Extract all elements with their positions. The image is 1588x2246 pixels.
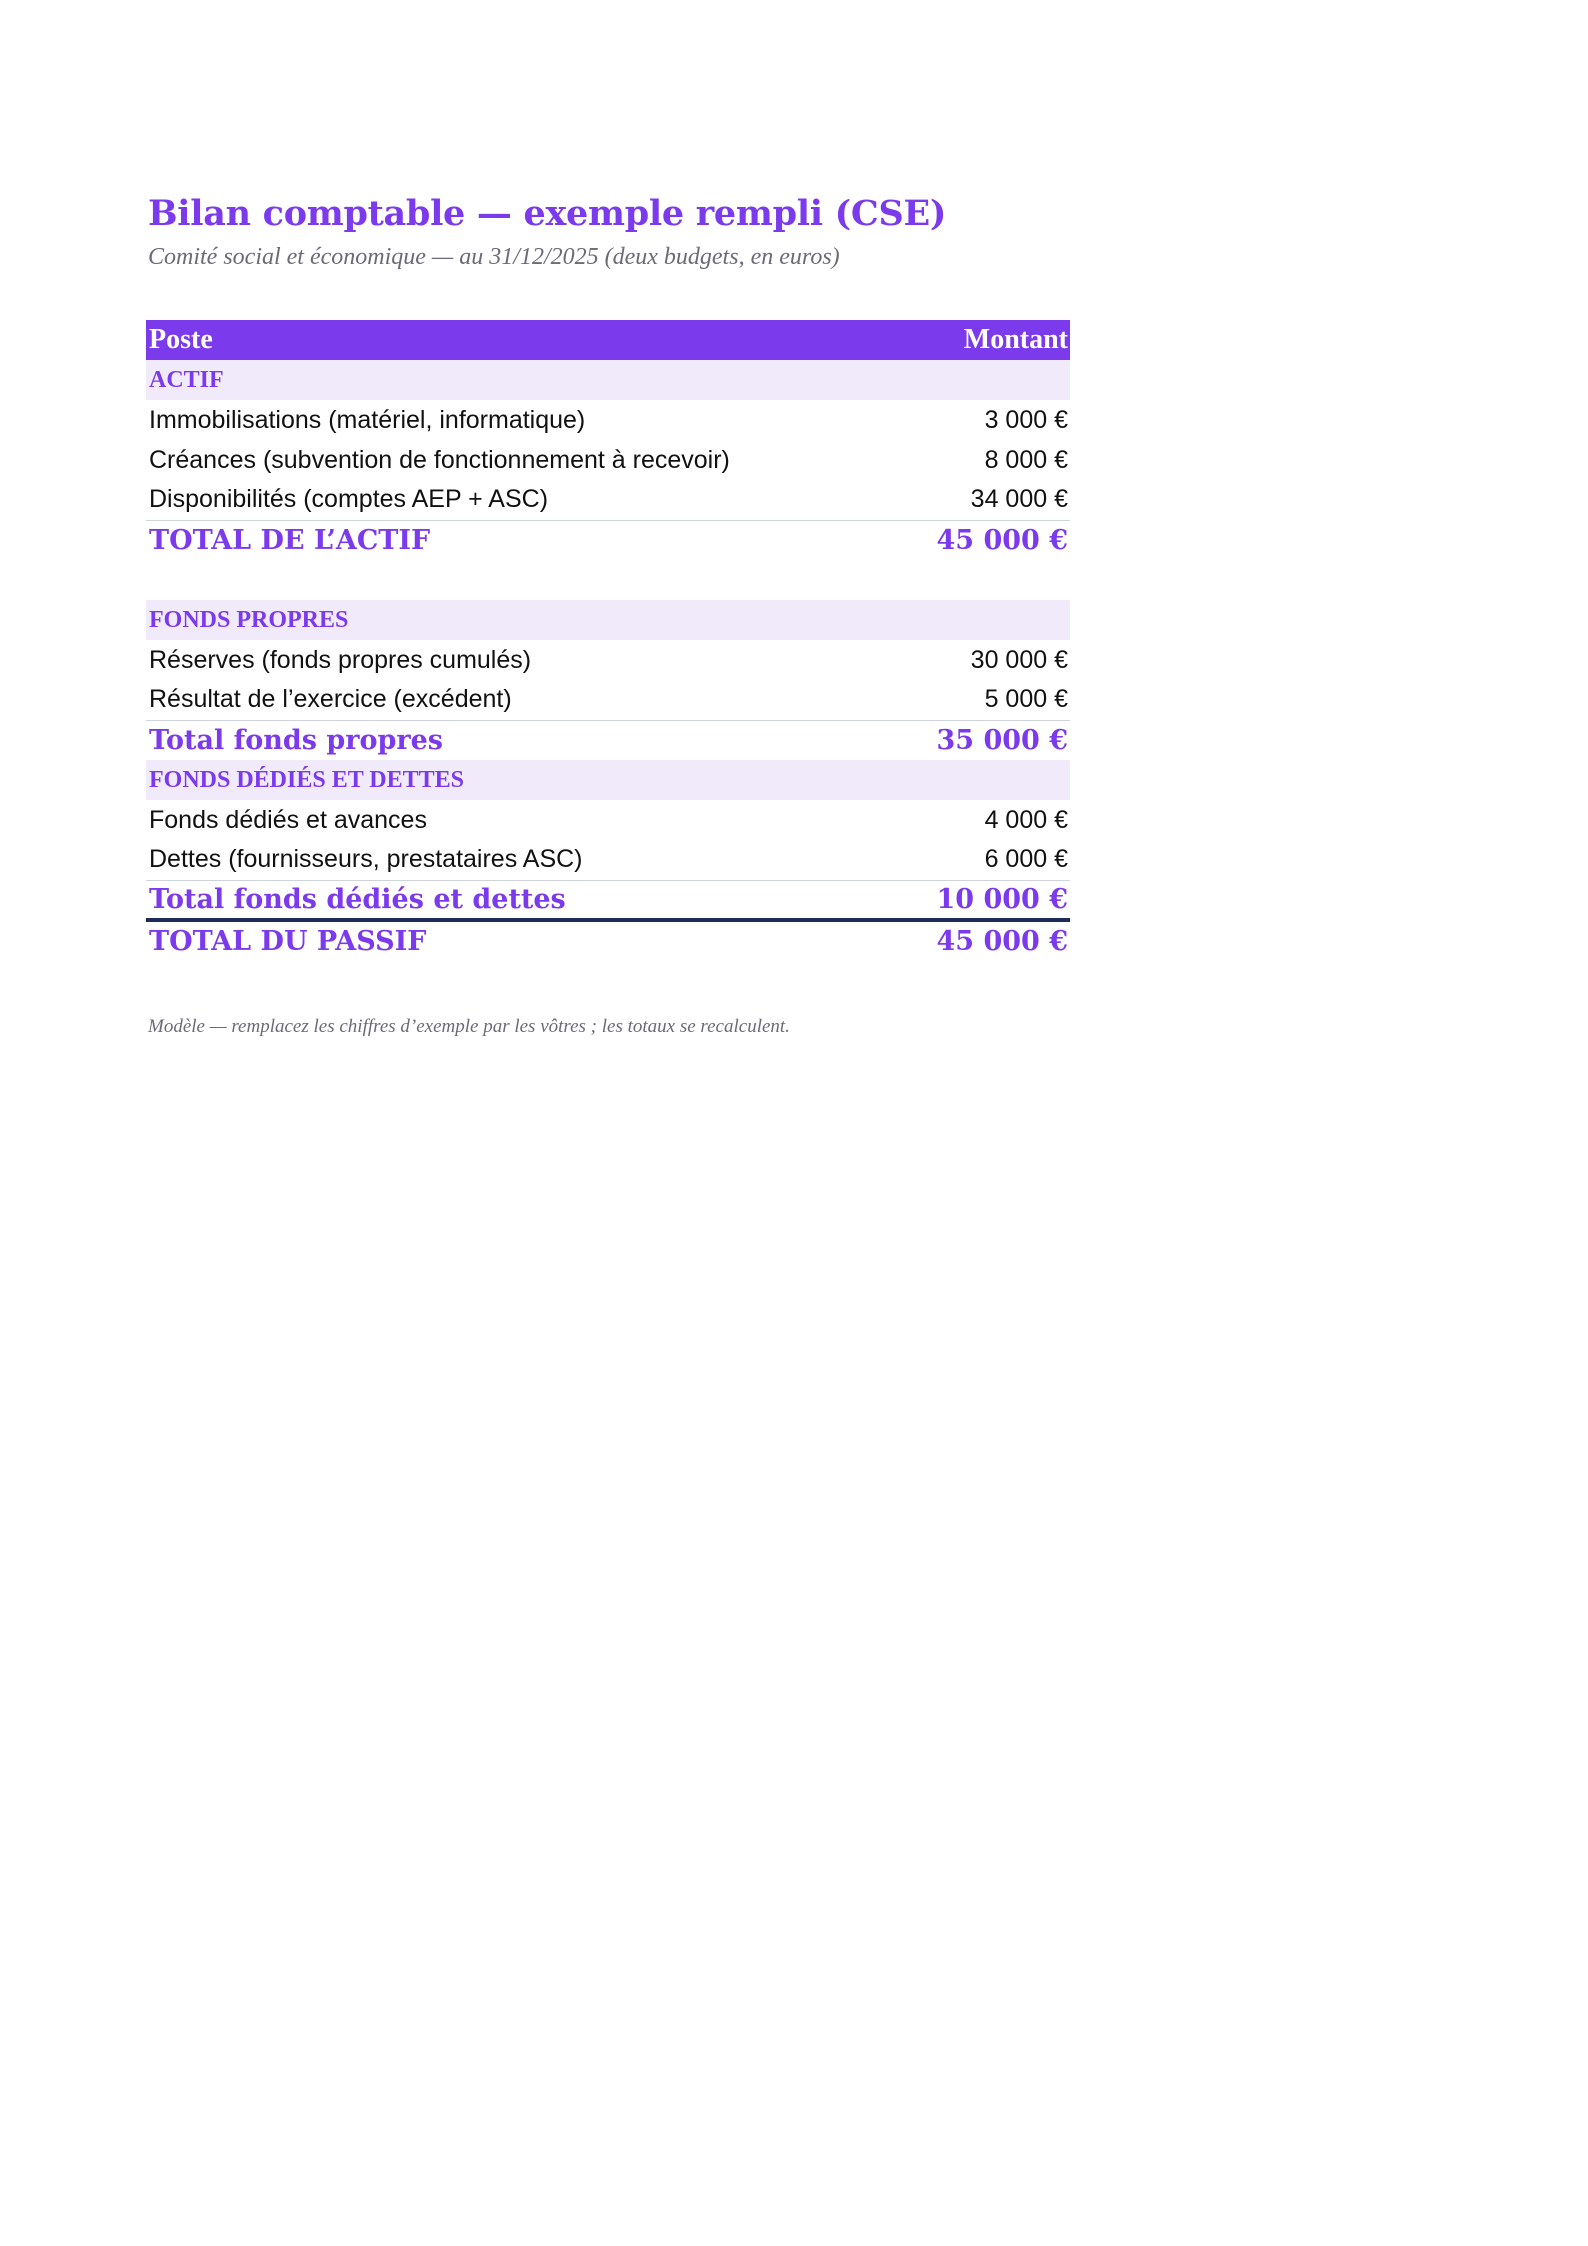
document-subtitle: Comité social et économique — au 31/12/2025 (deux budgets, en euros) (148, 244, 840, 270)
total-row-passif (146, 920, 1070, 960)
balance-sheet-table (146, 320, 1070, 960)
total-row-fonds-propres (146, 720, 1070, 760)
row-poste: Immobilisations (matériel, informatique) (149, 405, 586, 434)
table-row (146, 640, 1070, 680)
row-montant: 34 000 € (806, 480, 1070, 520)
row-montant: 30 000 € (970, 645, 1068, 674)
table-row (146, 440, 1070, 480)
total-label-actif: TOTAL DE L’ACTIF (149, 524, 431, 556)
table-header-row (146, 320, 1070, 360)
table-row (146, 480, 1070, 520)
total-label-passif: TOTAL DU PASSIF (149, 925, 427, 957)
section-label-actif: ACTIF (146, 360, 806, 400)
row-poste: Disponibilités (comptes AEP + ASC) (146, 480, 806, 520)
total-value-passif: 45 000 € (936, 925, 1068, 957)
document-page (146, 192, 1070, 1037)
row-montant: 5 000 € (806, 680, 1070, 720)
footnote: Modèle — remplacez les chiffres d’exemple par les vôtres ; les totaux se recalculent. (148, 1016, 790, 1037)
table-row (146, 800, 1070, 840)
section-label-fonds-dedies: FONDS DÉDIÉS ET DETTES (146, 760, 806, 800)
document-title: Bilan comptable — exemple rempli (CSE) (148, 193, 947, 234)
section-row-fonds-dedies (146, 760, 1070, 800)
row-montant: 6 000 € (806, 840, 1070, 880)
header-poste: Poste (146, 320, 806, 360)
total-value-fonds-dedies: 10 000 € (806, 880, 1070, 920)
row-montant: 8 000 € (984, 445, 1068, 474)
section-row-actif (146, 360, 1070, 400)
total-value-fonds-propres: 35 000 € (936, 724, 1068, 756)
row-poste: Résultat de l’exercice (excédent) (146, 680, 806, 720)
total-row-fonds-dedies (146, 880, 1070, 920)
spacer-row (146, 560, 1070, 600)
total-label-fonds-dedies: Total fonds dédiés et dettes (146, 880, 806, 920)
row-poste: Créances (subvention de fonctionnement à recevoir) (149, 445, 730, 474)
section-row-fonds-propres (146, 600, 1070, 640)
row-poste: Dettes (fournisseurs, prestataires ASC) (146, 840, 806, 880)
header-montant: Montant (806, 320, 1070, 360)
row-poste: Réserves (fonds propres cumulés) (149, 645, 532, 674)
table-row (146, 400, 1070, 440)
row-poste: Fonds dédiés et avances (149, 805, 427, 834)
section-label-fonds-propres: FONDS PROPRES (146, 600, 806, 640)
table-row (146, 680, 1070, 720)
total-label-fonds-propres: Total fonds propres (149, 724, 443, 756)
table-row (146, 840, 1070, 880)
row-montant: 4 000 € (984, 805, 1068, 834)
row-montant: 3 000 € (984, 405, 1068, 434)
total-row-actif (146, 520, 1070, 560)
total-value-actif: 45 000 € (936, 524, 1068, 556)
